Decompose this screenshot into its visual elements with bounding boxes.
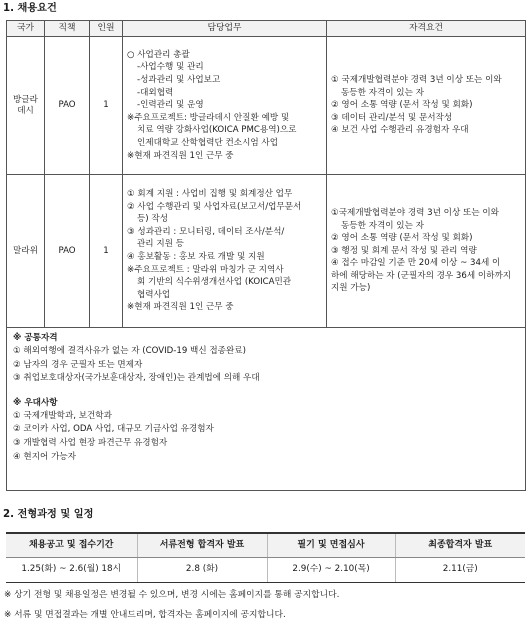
requirements-header-row (7, 21, 526, 37)
table-row-common (7, 328, 526, 491)
duty-line: 등) 작성 (137, 214, 168, 225)
header-country: 국가 (7, 21, 45, 37)
cell-qualifications (327, 37, 526, 175)
common-qualification-item: ① 해외여행에 결격사유가 없는 자 (COVID-19 백신 접종완료) (13, 346, 246, 356)
duty-line: ① 회계 지원 : 사업비 집행 및 회계정산 업무 (127, 189, 293, 200)
duty-line: 협력사업 (137, 289, 171, 300)
table-row-malawi (7, 175, 526, 328)
results-note: ※ 서류 및 면접결과는 개별 안내드리며, 합격자는 홈페이지에 공지합니다. (4, 610, 286, 620)
value-final-result: 2.11(금) (395, 557, 525, 582)
qualification-line: ④ 보건 사업 수행관리 유경험자 우대 (331, 125, 469, 136)
duty-line: -성과관리 및 사업보고 (137, 75, 221, 86)
qualification-line: ② 영어 소통 역량 (문서 작성 및 회화) (331, 233, 473, 244)
value-exam-interview: 2.9(수) ~ 2.10(목) (267, 557, 395, 582)
duty-line: 관리 지원 등 (137, 239, 184, 250)
duty-line: -대외협력 (137, 87, 174, 98)
duty-line: ③ 성과관리 : 모니터링, 데이터 조사/분석/ (127, 226, 285, 237)
qualification-line: ① 국제개발협력분야 경력 3년 이상 또는 이와 (331, 75, 502, 86)
header-application-period: 채용공고 및 접수기간 (6, 533, 137, 557)
header-duties: 담당업무 (123, 21, 327, 37)
qualification-line: ①국제개발협력분야 경력 3년 이상 또는 이와 (331, 207, 499, 218)
header-final-result: 최종합격자 발표 (395, 533, 525, 557)
cell-role: PAO (45, 175, 90, 328)
table-row-bangladesh (7, 37, 526, 175)
common-qualification-item: ② 남자의 경우 군필자 또는 면제자 (13, 359, 143, 370)
process-schedule-table (6, 532, 525, 583)
duty-line: 치료 역량 강화사업(KOICA PMC용역)으로 (137, 125, 297, 136)
value-application-period: 1.25(화) ~ 2.6(월) 18시 (6, 557, 137, 582)
common-qualification-item: ③ 취업보호대상자(국가보훈대상자, 장애인)는 관계법에 의해 우대 (13, 373, 260, 384)
cell-duties (123, 175, 327, 328)
duty-line: -인력관리 및 운영 (137, 100, 204, 111)
preferred-item: ④ 현지어 가능자 (13, 451, 76, 462)
cell-duties (123, 37, 327, 175)
duty-line: ※주요프로젝트: 방글라데시 안질환 예방 및 (127, 112, 290, 123)
cell-role: PAO (45, 37, 90, 175)
duty-line: 회 기반의 식수위생개선사업 (KOICA민관 (137, 277, 292, 288)
qualification-line: ③ 데이터 관리/분석 및 문서작성 (331, 112, 453, 123)
duty-line: -사업수행 및 관리 (137, 62, 204, 73)
cell-country: 방글라 데시 (7, 37, 45, 175)
qualification-line: 지원 가능) (331, 283, 371, 294)
cell-country: 말라위 (7, 175, 45, 328)
cell-count: 1 (90, 175, 123, 328)
cell-qualifications (327, 175, 526, 328)
qualification-line: ④ 접수 마감일 기준 만 20세 이상 ~ 34세 이 (331, 258, 501, 269)
header-exam-interview: 필기 및 면접심사 (267, 533, 395, 557)
header-qualifications: 자격요건 (327, 21, 526, 37)
preferred-item: ① 국제개발학과, 보건학과 (13, 410, 112, 421)
duty-line: 인제대학교 산학협력단 컨소시엄 사업 (137, 137, 279, 148)
header-role: 직책 (45, 21, 90, 37)
process-value-row (6, 557, 525, 582)
preferred-item: ③ 개발협력 사업 현장 파견근무 유경험자 (13, 437, 168, 448)
duty-line: ○ 사업관리 총괄 (127, 49, 190, 60)
duty-line: ※현재 파견직원 1인 근무 중 (127, 302, 234, 313)
qualification-line: 하에 해당하는 자 (군필자의 경우 36세 이하까지 (331, 270, 512, 281)
duty-line: ※주요프로젝트 : 말라위 마칭가 군 지역사 (127, 264, 284, 275)
common-requirements-cell (7, 328, 526, 491)
preferred-title: ※ 우대사항 (13, 397, 58, 408)
section-title-requirements: 1. 채용요건 (3, 3, 57, 14)
cell-count: 1 (90, 37, 123, 175)
requirements-table (6, 20, 526, 491)
qualification-line: ② 영어 소통 역량 (문서 작성 및 회화) (331, 100, 473, 111)
preferred-item: ② 코이카 사업, ODA 사업, 대규모 기금사업 유경험자 (13, 424, 214, 435)
duty-line: ※현재 파견직원 1인 근무 중 (127, 150, 234, 161)
qualification-line: 동등한 자격이 있는 자 (341, 220, 424, 231)
duty-line: ④ 홍보활동 : 홍보 자료 개발 및 지원 (127, 252, 265, 262)
qualification-line: 동등한 자격이 있는 자 (341, 87, 424, 98)
value-document-result: 2.8 (화) (137, 557, 267, 582)
common-qualifications-title: ※ 공통자격 (13, 333, 58, 343)
qualification-line: ③ 행정 및 회계 문서 작성 및 관리 역량 (331, 245, 477, 256)
schedule-note: ※ 상기 전형 및 채용일정은 변경될 수 있으며, 변경 시에는 홈페이지를 통해 공지합니다. (4, 590, 340, 600)
process-header-row (6, 533, 525, 557)
header-document-result: 서류전형 합격자 발표 (137, 533, 267, 557)
section-title-process: 2. 전형과정 및 일정 (3, 509, 94, 520)
header-count: 인원 (90, 21, 123, 37)
duty-line: ② 사업 수행관리 및 사업자료(보고서/업무문서 (127, 201, 302, 212)
